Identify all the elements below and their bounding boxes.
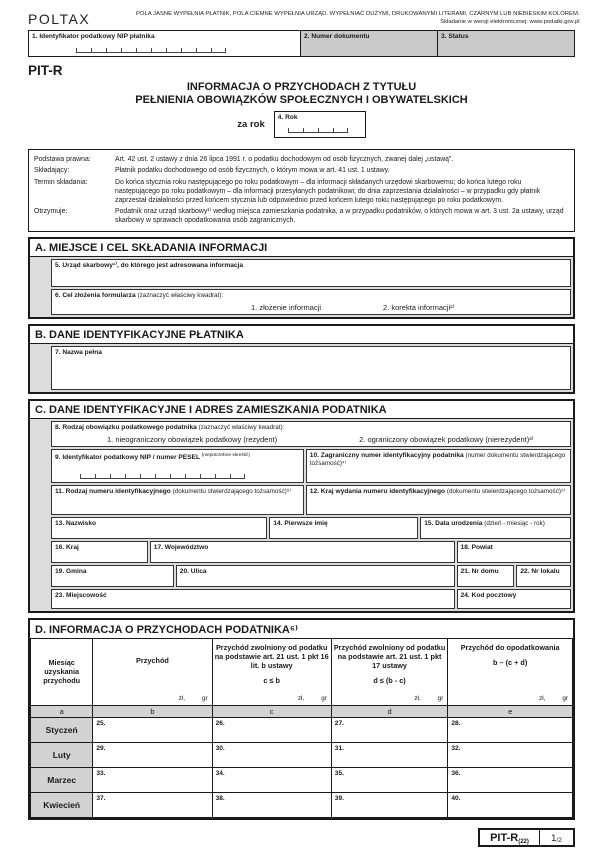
form-footer	[28, 828, 575, 847]
field-14-pierwsze-imie[interactable]	[269, 517, 418, 539]
field-12-hint: (dokumentu stwierdzającego tożsamość)⁵⁾	[446, 487, 566, 495]
option-zlozenie-informacji[interactable]: 1. złożenie informacji	[251, 302, 322, 312]
cell-32[interactable]: 32.	[448, 742, 573, 767]
cell-28[interactable]: 28.	[448, 717, 573, 742]
table-row-styczen	[31, 717, 573, 742]
field-8-rodzaj-obowiazku	[51, 421, 571, 447]
cell-35[interactable]: 35.	[331, 767, 448, 792]
col-a-header: Miesiąc uzyskania przychodu	[31, 638, 93, 705]
legal-text: Art. 42 ust. 2 ustawy z dnia 26 lipca 1991 r. o podatku dochodowym od osób fizycznych, zwanej dalej „ustawą”.	[115, 156, 454, 164]
letter-c: c	[212, 705, 331, 717]
field-20-ulica[interactable]	[176, 565, 455, 587]
cell-34[interactable]: 34.	[212, 767, 331, 792]
unit-gr: gr	[321, 694, 327, 702]
cell-40[interactable]: 40.	[448, 792, 573, 817]
legal-label: Termin składania:	[34, 178, 88, 186]
field-3-label: 3. Status	[441, 33, 469, 40]
month-label: Marzec	[31, 767, 93, 792]
year-prefix-label: za rok	[237, 119, 265, 130]
unit-zl: zł,	[539, 694, 546, 702]
col-c-header: Przychód zwolniony od podatku na podstawie art. 21 ust. 1 pkt 16 lit. b ustawy c ≤ b zł, gr	[212, 638, 331, 705]
column-letter-row	[31, 705, 573, 717]
fill-instructions-line1: POLA JASNE WYPEŁNIA PŁATNIK, POLA CIEMNE WYPEŁNIA URZĄD. WYPEŁNIAĆ DUŻYMI, DRUKOWANYMI LITERAMI, CZARNYM LUB NIEBIESKIM KOLOREM.	[136, 11, 580, 17]
field-20-label: 20. Ulica	[179, 567, 207, 575]
unit-zl: zł,	[297, 694, 305, 702]
field-14-label: 14. Pierwsze imię	[273, 519, 328, 527]
legal-row-skladajacy	[29, 166, 574, 175]
field-6-cel-zlozenia	[51, 289, 571, 315]
field-18-powiat[interactable]	[457, 541, 571, 563]
year-row	[28, 110, 575, 138]
table-row-marzec	[31, 767, 573, 792]
field-21-nr-domu[interactable]	[457, 565, 515, 587]
legal-row-termin	[29, 178, 574, 205]
identification-row	[28, 30, 575, 57]
cell-26[interactable]: 26.	[212, 717, 331, 742]
col-b-header: Przychód zł, gr	[93, 638, 212, 705]
legal-text: Płatnik podatku dochodowego od osób fizycznych, o którym mowa w art. 41 ust. 1 ustawy.	[115, 167, 390, 175]
field-10-zagraniczny-numer[interactable]	[306, 449, 571, 483]
month-label: Styczeń	[31, 717, 93, 742]
field-12-label: 12. Kraj wydania numeru identyfikacyjnego (dokumentu stwierdzającego tożsamość)⁵⁾	[309, 487, 566, 495]
field-4-label: 4. Rok	[277, 114, 298, 121]
section-b	[28, 324, 575, 394]
unit-gr: gr	[201, 694, 208, 702]
field-8-label: 8. Rodzaj obowiązku podatkowego podatnika (zaznaczyć właściwy kwadrat):	[55, 423, 285, 431]
form-title-line2: PEŁNIENIA OBOWIĄZKÓW SPOŁECZNYCH I OBYWATELSKICH	[135, 94, 468, 106]
table-row-kwiecien	[31, 792, 573, 817]
field-24-kod-pocztowy[interactable]	[457, 589, 571, 609]
letter-e: e	[448, 705, 573, 717]
field-10-hint: (numer dokumentu stwierdzającego tożsamość)⁴⁾	[309, 451, 566, 467]
field-17-wojewodztwo[interactable]	[150, 541, 455, 563]
field-3-status	[437, 30, 575, 57]
section-a	[28, 237, 575, 319]
field-6-hint: (zaznaczyć właściwy kwadrat):	[137, 291, 224, 299]
year-digit-comb	[288, 128, 348, 133]
section-d	[28, 618, 575, 820]
letter-a: a	[31, 705, 93, 717]
field-10-label: 10. Zagraniczny numer identyfikacyjny podatnika (numer dokumentu stwierdzającego tożsamość)⁴⁾	[309, 451, 566, 467]
field-1-nip-platnika[interactable]	[28, 30, 301, 57]
field-5-urzad-skarbowy[interactable]	[51, 259, 571, 287]
field-5-label: 5. Urząd skarbowy¹⁾, do którego jest adresowana informacja	[55, 261, 244, 269]
field-8-hint: (zaznaczyć właściwy kwadrat):	[198, 423, 285, 431]
month-label: Luty	[31, 742, 93, 767]
legal-row-otrzymuje	[29, 207, 574, 225]
form-title	[28, 81, 575, 107]
nip-digit-comb	[76, 48, 226, 53]
footer-form-code: PIT-R(22)	[480, 830, 540, 845]
pesel-digit-comb	[80, 474, 245, 479]
efiling-note: Składanie w wersji elektronicznej: www.podatki.gov.pl	[440, 18, 580, 25]
col-c-formula: c ≤ b	[263, 675, 280, 685]
field-7-nazwa-pelna[interactable]	[51, 346, 571, 390]
field-16-label: 16. Kraj	[55, 543, 79, 551]
unit-gr: gr	[562, 694, 568, 702]
field-15-hint: (dzień - miesiąc - rok)	[484, 519, 545, 527]
option-korekta-informacji[interactable]: 2. korekta informacji²⁾	[383, 302, 455, 312]
legal-label: Składający:	[34, 167, 70, 175]
field-13-label: 13. Nazwisko	[55, 519, 97, 527]
letter-b: b	[93, 705, 212, 717]
cell-27[interactable]: 27.	[331, 717, 448, 742]
cell-39[interactable]: 39.	[331, 792, 448, 817]
units-d	[334, 695, 446, 703]
cell-30[interactable]: 30.	[212, 742, 331, 767]
table-header-row	[31, 638, 573, 705]
month-label: Kwiecień	[31, 792, 93, 817]
field-9-hint: (niepotrzebne skreślić)	[201, 452, 250, 458]
legal-text: Podatnik oraz urząd skarbowy¹⁾ według miejsca zamieszkania podatnika, a w przypadku podatników, o których mowa w art. 3 ust. 2a ustawy, urząd skarbowy w sprawach opodatkowania osób zagranicznych.	[115, 207, 564, 224]
top-bar	[28, 0, 580, 27]
field-23-label: 23. Miejscowość	[55, 591, 107, 599]
section-c	[28, 399, 575, 613]
field-22-nr-lokalu[interactable]	[516, 565, 571, 587]
field-4-rok[interactable]	[274, 111, 366, 138]
unit-gr: gr	[437, 694, 444, 702]
section-d-title: D. INFORMACJA O PRZYCHODACH PODATNIKA⁶⁾	[30, 620, 573, 638]
col-e-header: Przychód do opodatkowania b – (c + d) zł, gr	[448, 638, 573, 705]
cell-33[interactable]: 33.	[93, 767, 212, 792]
section-c-title: C. DANE IDENTYFIKACYJNE I ADRES ZAMIESZKANIA PODATNIKA	[30, 401, 573, 418]
section-b-title: B. DANE IDENTYFIKACYJNE PŁATNIKA	[30, 326, 573, 343]
field-24-label: 24. Kod pocztowy	[460, 591, 517, 599]
field-15-data-urodzenia[interactable]	[420, 517, 571, 539]
field-16-kraj[interactable]	[51, 541, 148, 563]
option-rezydent[interactable]: 1. nieograniczony obowiązek podatkowy (rezydent)	[107, 434, 278, 444]
cell-36[interactable]: 36.	[448, 767, 573, 792]
legal-label: Podstawa prawna:	[34, 156, 91, 164]
cell-25[interactable]: 25.	[93, 717, 212, 742]
field-12-kraj-wydania[interactable]	[306, 485, 571, 515]
field-19-gmina[interactable]	[51, 565, 174, 587]
field-9-nip-pesel[interactable]	[51, 449, 304, 483]
unit-zl: zł,	[178, 694, 185, 702]
units-b	[95, 695, 209, 703]
col-d-formula: d ≤ (b - c)	[373, 675, 406, 685]
field-2-numer-dokumentu	[300, 30, 438, 57]
income-table	[30, 638, 573, 818]
legal-info-box	[28, 149, 575, 232]
section-a-title: A. MIEJSCE I CEL SKŁADANIA INFORMACJI	[30, 239, 573, 256]
field-11-label: 11. Rodzaj numeru identyfikacyjnego (dokumentu stwierdzającego tożsamość)⁵⁾	[55, 487, 291, 495]
letter-d: d	[331, 705, 448, 717]
field-2-label: 2. Numer dokumentu	[304, 33, 370, 40]
page-indicator: 1/2	[551, 832, 562, 844]
poltax-logo: POLTAX	[28, 11, 91, 27]
field-23-miejscowosc[interactable]	[51, 589, 455, 609]
fill-instructions	[136, 11, 580, 26]
field-22-label: 22. Nr lokalu	[520, 567, 560, 575]
unit-zl: zł,	[414, 694, 421, 702]
footer-form-version: (22)	[518, 838, 529, 845]
field-19-label: 19. Gmina	[55, 567, 87, 575]
field-9-label: 9. Identyfikator podatkowy NIP / numer PESEL $^{(niepotrzebne skreślić)}$	[55, 452, 250, 462]
cell-37[interactable]: 37.	[93, 792, 212, 817]
cell-31[interactable]: 31.	[331, 742, 448, 767]
form-code-heading: PIT-R	[28, 63, 63, 78]
table-row-luty	[31, 742, 573, 767]
units-c	[215, 695, 329, 703]
form-title-line1: INFORMACJA O PRZYCHODACH Z TYTUŁU	[186, 81, 417, 93]
field-6-label: 6. Cel złożenia formularza (zaznaczyć właściwy kwadrat):	[55, 291, 224, 299]
field-17-label: 17. Województwo	[153, 543, 209, 551]
field-7-label: 7. Nazwa pełna	[55, 348, 102, 356]
field-15-label: 15. Data urodzenia (dzień - miesiąc - rok)	[424, 519, 545, 527]
col-e-formula: b – (c + d)	[493, 657, 528, 667]
field-11-rodzaj-numeru[interactable]	[51, 485, 304, 515]
field-1-label: 1. Identyfikator podatkowy NIP płatnika	[32, 33, 155, 40]
field-21-label: 21. Nr domu	[460, 567, 499, 575]
field-13-nazwisko[interactable]	[51, 517, 267, 539]
field-11-hint: (dokumentu stwierdzającego tożsamość)⁵⁾	[172, 487, 291, 495]
legal-label: Otrzymuje:	[34, 207, 68, 215]
cell-38[interactable]: 38.	[212, 792, 331, 817]
legal-row-podstawa	[29, 155, 574, 164]
col-d-header: Przychód zwolniony od podatku na podstawie art. 21 ust. 1 pkt 17 ustawy d ≤ (b - c) zł, gr	[331, 638, 448, 705]
field-18-label: 18. Powiat	[460, 543, 493, 551]
cell-29[interactable]: 29.	[93, 742, 212, 767]
units-e	[450, 695, 570, 703]
option-nierezydent[interactable]: 2. ograniczony obowiązek podatkowy (nierezydent)³⁾	[359, 434, 534, 444]
legal-text: Do końca stycznia roku następującego po roku podatkowym – dla informacji składanych urzędowi skarbowemu; do końca lutego roku następującego po roku podatkowym – dla informacji przesyłanych podatnikowi; do dnia zaprzestania działalności – w przypadku gdy płatnik zaprzestał działalności przed końcem stycznia lub odpowiednio przed końcem lutego roku następującego po roku podatkowym.	[115, 178, 541, 204]
